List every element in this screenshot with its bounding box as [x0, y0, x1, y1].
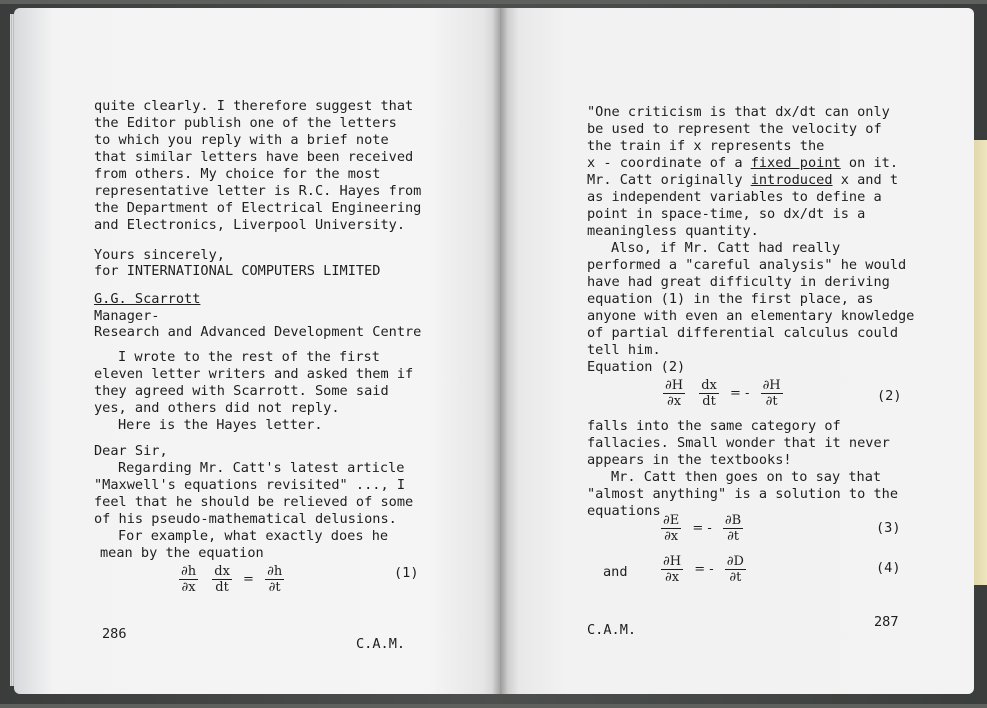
- and-label: and: [603, 564, 628, 580]
- text-line: falls into the same category of: [587, 418, 841, 434]
- text-line: "One criticism is that dx/dt can only: [587, 104, 890, 120]
- salutation: Dear Sir,: [94, 443, 168, 459]
- text-line: Here is the Hayes letter.: [118, 417, 323, 433]
- text-line: feel that he should be relieved of some: [94, 494, 414, 510]
- text-line: from others. My choice for the most: [94, 166, 381, 182]
- running-footer: C.A.M.: [356, 636, 406, 652]
- text-line: equations: [587, 503, 661, 519]
- text-line: meaningless quantity.: [587, 223, 759, 239]
- equation-3: $\frac{\partial E}{\partial x}$ = - $\frac{\partial B}{\partial t}$: [663, 513, 742, 544]
- text-line: Mr. Catt then goes on to say that: [611, 469, 882, 485]
- text-line: and Electronics, Liverpool University.: [94, 217, 405, 233]
- text-line: have had great difficulty in deriving: [587, 274, 890, 290]
- text-line: quite clearly. I therefore suggest that: [94, 98, 414, 114]
- text-line: to which you reply with a brief note: [94, 132, 389, 148]
- signature-title: Manager-: [94, 308, 160, 324]
- text-line: that similar letters have been received: [94, 149, 414, 165]
- text-line: For example, what exactly does he: [118, 528, 389, 544]
- text-line: I wrote to the rest of the first: [118, 349, 380, 365]
- text-line: eleven letter writers and asked them if: [94, 366, 414, 382]
- running-footer: C.A.M.: [587, 622, 637, 638]
- signature-name: G.G. Scarrott: [94, 291, 201, 307]
- text-line: Also, if Mr. Catt had really: [611, 240, 841, 256]
- text-line: performed a "careful analysis" he would: [587, 257, 907, 273]
- text-line: Equation (2): [587, 359, 686, 375]
- text-line: appears in the textbooks!: [587, 452, 792, 468]
- text-line: fallacies. Small wonder that it never: [587, 435, 890, 451]
- equation-number: (4): [876, 560, 901, 576]
- equation-number: (3): [876, 520, 901, 536]
- text-line: the train if x represents the: [587, 138, 825, 154]
- right-page: [500, 8, 974, 694]
- text-line: mean by the equation: [100, 545, 264, 561]
- letter-closing: Yours sincerely,: [94, 247, 225, 263]
- company-line: for INTERNATIONAL COMPUTERS LIMITED: [94, 263, 381, 279]
- text-line: anyone with even an elementary knowledge: [587, 308, 915, 324]
- text-line: equation (1) in the first place, as: [587, 291, 874, 307]
- text-line: "almost anything" is a solution to the: [587, 486, 898, 502]
- book-spine: [492, 8, 508, 694]
- signature-dept: Research and Advanced Development Centre: [94, 324, 422, 340]
- text-line: the Editor publish one of the letters: [94, 115, 397, 131]
- left-page: [14, 8, 502, 694]
- text-line: of partial differential calculus could: [587, 325, 898, 341]
- text-line: the Department of Electrical Engineering: [94, 200, 422, 216]
- text-line: tell him.: [587, 342, 661, 358]
- text-line: point in space-time, so dx/dt is a: [587, 206, 866, 222]
- text-line: as independent variables to define a: [587, 189, 882, 205]
- text-line: be used to represent the velocity of: [587, 121, 882, 137]
- text-line: representative letter is R.C. Hayes from: [94, 183, 422, 199]
- text-line: Regarding Mr. Catt's latest article: [118, 460, 405, 476]
- text-line: x - coordinate of a fixed point on it.: [587, 155, 899, 171]
- text-line: of his pseudo-mathematical delusions.: [94, 511, 397, 527]
- page-number: 286: [102, 626, 127, 642]
- page-number: 287: [874, 614, 899, 630]
- text-line: "Maxwell's equations revisited" ..., I: [94, 477, 405, 493]
- equation-number: (1): [394, 565, 419, 581]
- equation-number: (2): [877, 388, 902, 404]
- text-line: yes, and others did not reply.: [94, 400, 340, 416]
- equation-2: $\frac{\partial H}{\partial x}$ $\frac{dx}{dt}$ = - $\frac{\partial H}{\partial t}$: [665, 378, 781, 409]
- equation-1: $\frac{\partial h}{\partial x}$ $\frac{dx}{dt}$ = $\frac{\partial h}{\partial t}$: [181, 564, 283, 595]
- text-line: they agreed with Scarrott. Some said: [94, 383, 389, 399]
- text-line: Mr. Catt originally introduced x and t: [587, 172, 899, 188]
- equation-4: $\frac{\partial H}{\partial x}$ = - $\frac{\partial D}{\partial t}$: [663, 554, 744, 585]
